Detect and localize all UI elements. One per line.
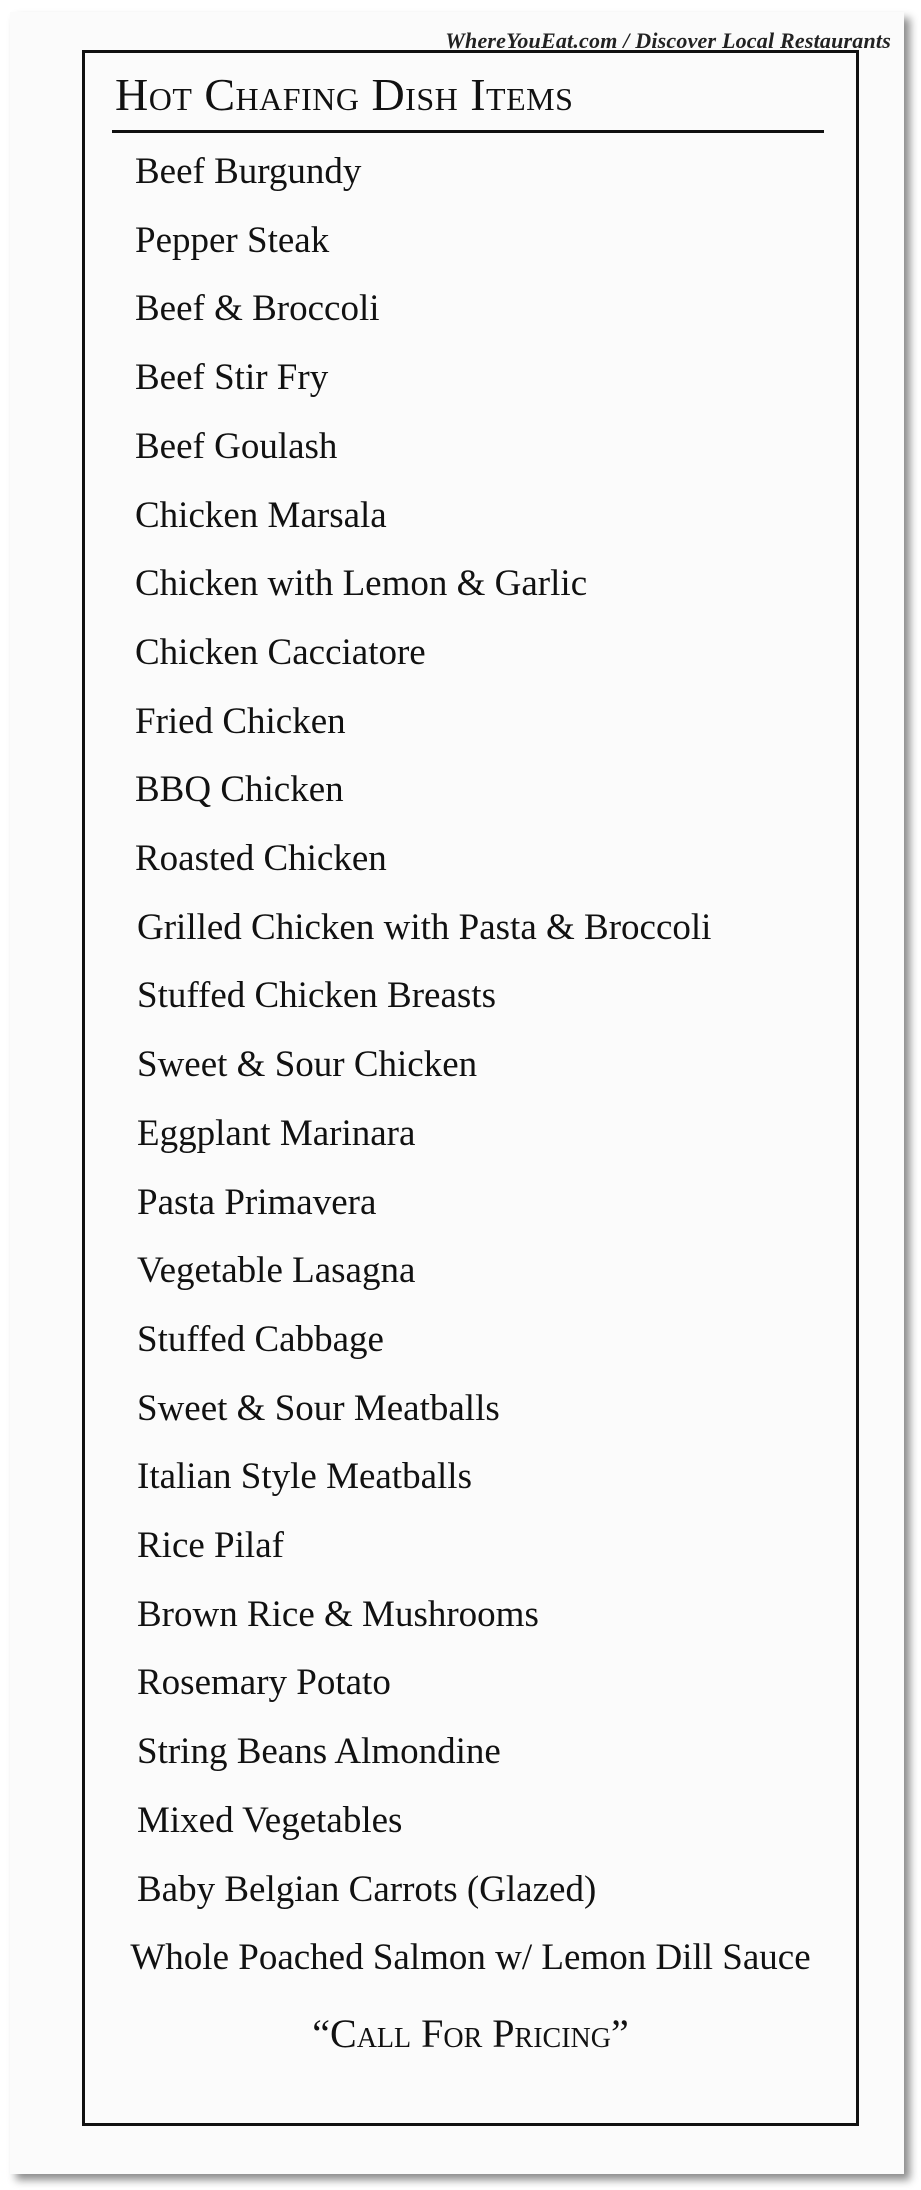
menu-item: Rice Pilaf (137, 1525, 284, 1566)
menu-item: Italian Style Meatballs (137, 1456, 472, 1498)
menu-item: Mixed Vegetables (137, 1799, 403, 1841)
menu-item: Pepper Steak (135, 219, 330, 261)
heading-underline (112, 130, 824, 133)
menu-item: Stuffed Chicken Breasts (137, 975, 496, 1017)
menu-item: Beef Burgundy (135, 151, 362, 192)
watermark-text: WhereYouEat.com / Discover Local Restaurants (445, 28, 891, 53)
menu-item: Baby Belgian Carrots (Glazed) (137, 1868, 597, 1910)
menu-item: Chicken Cacciatore (135, 631, 426, 673)
menu-item: Rosemary Potato (137, 1662, 391, 1704)
menu-item: Beef & Broccoli (135, 288, 380, 330)
menu-item: Sweet & Sour Meatballs (137, 1387, 500, 1429)
menu-item: Chicken with Lemon & Garlic (135, 563, 588, 605)
menu-item: Beef Stir Fry (135, 357, 329, 399)
menu-item: Sweet & Sour Chicken (137, 1044, 478, 1086)
menu-item: BBQ Chicken (135, 769, 344, 811)
menu-item: Brown Rice & Mushrooms (137, 1593, 539, 1635)
menu-item: Fried Chicken (135, 700, 346, 742)
menu-item: Eggplant Marinara (137, 1112, 416, 1154)
menu-item: Grilled Chicken with Pasta & Broccoli (137, 906, 712, 948)
menu-item: Chicken Marsala (135, 494, 387, 536)
menu-item-wide: Whole Poached Salmon w/ Lemon Dill Sauce (130, 1937, 811, 1979)
menu-item: Pasta Primavera (137, 1181, 377, 1223)
menu-item: Vegetable Lasagna (137, 1250, 416, 1292)
menu-item: Roasted Chicken (135, 838, 387, 879)
menu-item: String Beans Almondine (137, 1731, 501, 1773)
section-heading: Hot Chafing Dish Items (115, 69, 574, 120)
call-for-pricing-note: “Call For Pricing” (312, 2011, 629, 2056)
menu-item: Stuffed Cabbage (137, 1318, 384, 1360)
menu-item: Beef Goulash (135, 425, 338, 467)
